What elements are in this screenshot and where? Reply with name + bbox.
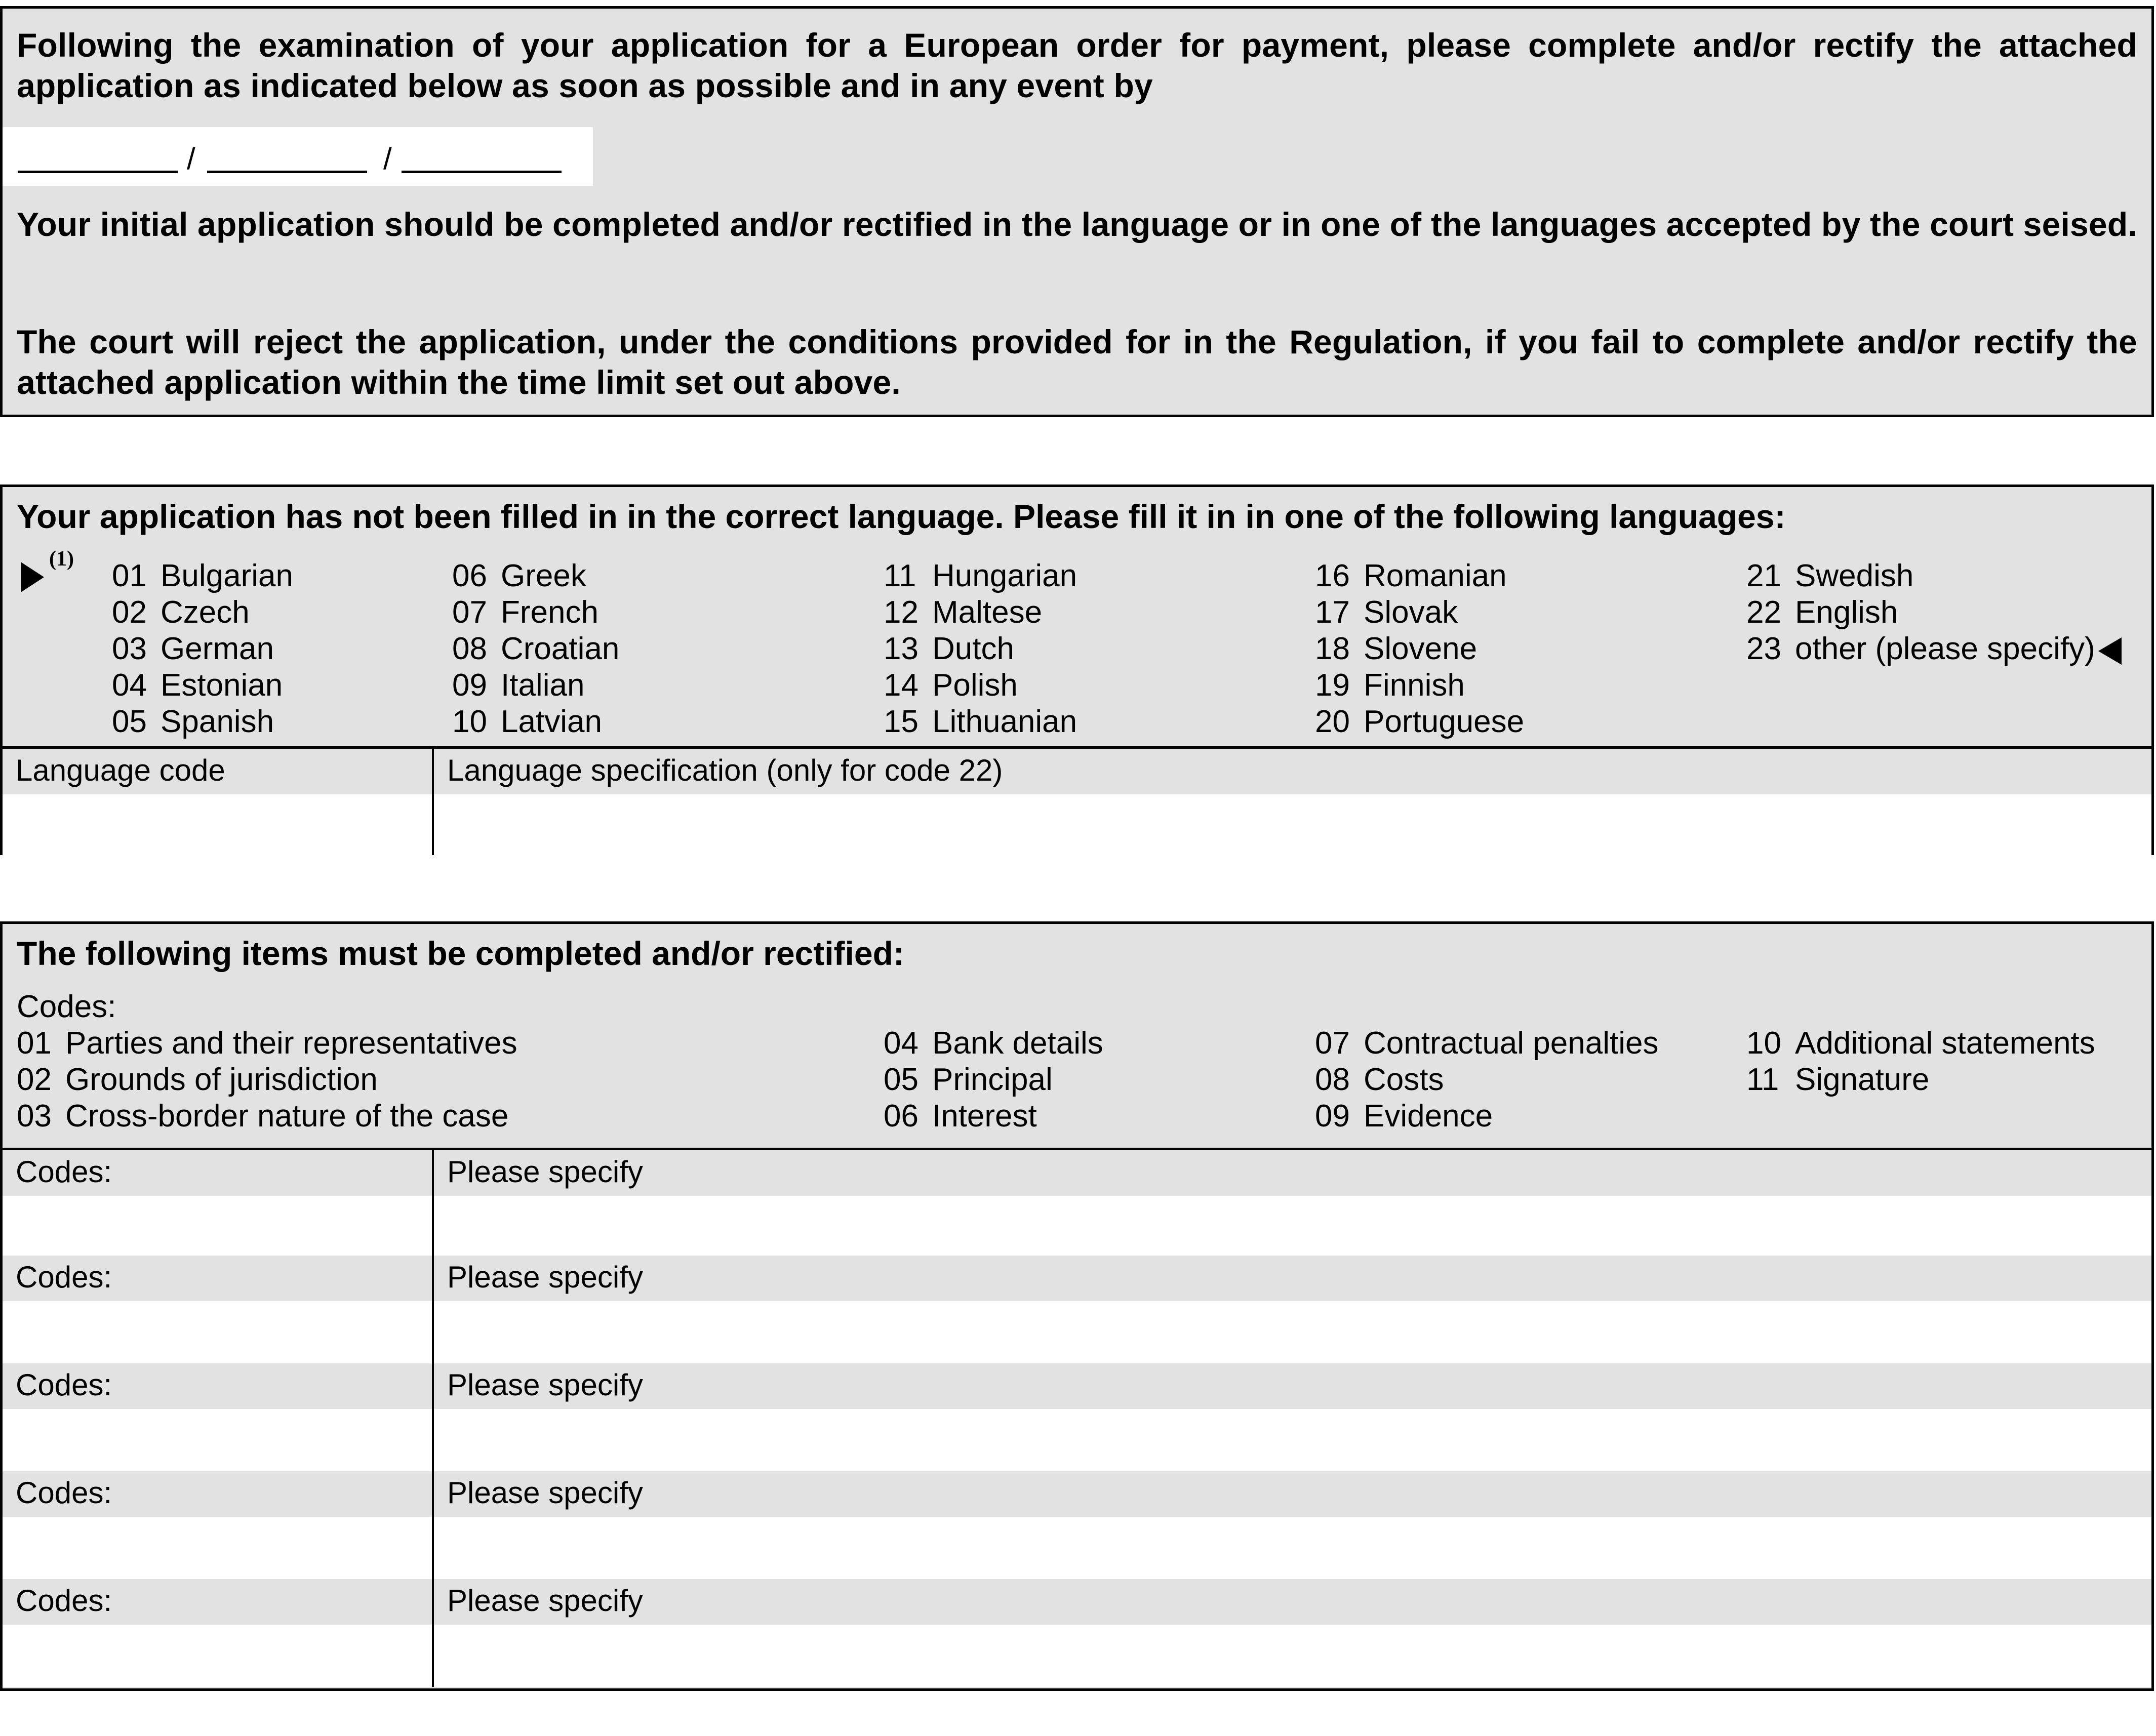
footnote-marker: (1) [49,547,74,571]
language-name: English [1795,595,1898,630]
code-label: Bank details [932,1026,1103,1061]
date-year-input[interactable] [402,171,562,173]
code-label: Costs [1364,1062,1444,1097]
language-option-09 [452,667,584,704]
language-name: Maltese [932,595,1043,630]
code-number: 04 [884,1026,919,1061]
language-name: Croatian [501,631,620,666]
code-legend-item-10 [1746,1025,2095,1062]
deadline-date-field[interactable] [3,127,593,186]
language-option-23 [1746,631,2122,667]
code-legend-item-02 [17,1062,378,1098]
language-code: 05 [112,704,147,739]
language-name: Italian [501,668,585,703]
date-day-input[interactable] [18,171,178,173]
code-label: Additional statements [1795,1026,2095,1061]
language-option-16 [1315,558,1507,594]
code-label: Signature [1795,1062,1930,1097]
language-name: Romanian [1364,558,1507,593]
code-label: Evidence [1364,1099,1493,1134]
language-code: 22 [1746,595,1781,630]
please-specify-input[interactable] [434,1409,2151,1471]
codes-label: Codes: [3,1363,432,1409]
language-code: 16 [1315,558,1350,593]
language-option-17 [1315,594,1458,631]
codes-input[interactable] [3,1409,432,1471]
language-spec-input[interactable] [434,794,2151,855]
codes-label: Codes: [3,1579,432,1625]
language-heading: Your application has not been filled in in the correct language. Please fill it in in one of the following languages: [17,498,1786,535]
please-specify-label: Please specify [434,1150,2151,1196]
language-name: Latvian [501,704,602,739]
language-name: Czech [161,595,250,630]
item-row [3,1471,2151,1579]
please-specify-label: Please specify [434,1363,2151,1409]
language-note-text: Your initial application should be completed and/or rectified in the language or in one of the languages accepted by the court seised. [17,206,2137,243]
language-code: 07 [452,595,487,630]
codes-label: Codes: [3,1471,432,1517]
code-number: 06 [884,1099,919,1134]
date-separator: / [383,142,392,176]
code-number: 09 [1315,1099,1350,1134]
code-legend-item-05 [884,1062,1053,1098]
code-legend-item-07 [1315,1025,1658,1062]
language-option-11 [884,558,1077,594]
language-name: Dutch [932,631,1014,666]
item-row [3,1148,2151,1258]
code-legend-item-09 [1315,1098,1493,1135]
language-name: Bulgarian [161,558,293,593]
rejection-warning-text: The court will reject the application, under the conditions provided for in the Regulation, if you fail to complete and/or rectify the attached application within the time limit set out above. [17,323,2137,401]
language-option-21 [1746,558,1913,594]
language-name: French [501,595,598,630]
please-specify-input[interactable] [434,1301,2151,1363]
language-option-12 [884,594,1042,631]
code-legend-item-08 [1315,1062,1444,1098]
code-number: 01 [17,1026,52,1061]
language-option-15 [884,704,1077,740]
language-option-22 [1746,594,1898,631]
code-number: 03 [17,1099,52,1134]
language-name: Finnish [1364,668,1465,703]
language-code: 08 [452,631,487,666]
item-row [3,1363,2151,1471]
language-name: Greek [501,558,586,593]
language-code: 23 [1746,631,1781,666]
code-label: Contractual penalties [1364,1026,1659,1061]
language-name: Estonian [161,668,283,703]
codes-label: Codes: [3,1150,432,1196]
item-row [3,1256,2151,1363]
language-code: 21 [1746,558,1781,593]
date-separator: / [187,142,195,176]
codes-input[interactable] [3,1517,432,1579]
language-name: Hungarian [932,558,1077,593]
language-fields-row [3,746,2151,855]
language-code: 11 [884,558,916,593]
language-option-20 [1315,704,1524,740]
language-name: other (please specify) [1795,631,2095,666]
language-name: Swedish [1795,558,1914,593]
language-name: Spanish [161,704,274,739]
code-label: Grounds of jurisdiction [65,1062,378,1097]
codes-input[interactable] [3,1301,432,1363]
language-code: 15 [884,704,919,739]
language-option-08 [452,631,619,667]
code-label: Principal [932,1062,1053,1097]
language-name: Slovene [1364,631,1478,666]
language-code: 14 [884,668,919,703]
language-code: 19 [1315,668,1350,703]
code-legend-item-03 [17,1098,508,1135]
codes-legend-label: Codes: [17,989,116,1024]
code-legend-item-01 [17,1025,517,1062]
code-legend-item-04 [884,1025,1103,1062]
code-label: Parties and their representatives [65,1026,517,1061]
language-name: German [161,631,274,666]
language-option-13 [884,631,1014,667]
language-option-19 [1315,667,1465,704]
code-label: Cross-border nature of the case [65,1099,509,1134]
language-code: 18 [1315,631,1350,666]
codes-input[interactable] [3,1625,432,1687]
language-option-03 [112,631,274,667]
language-code: 09 [452,668,487,703]
language-code: 06 [452,558,487,593]
language-option-05 [112,704,274,740]
language-code-input[interactable] [3,794,432,855]
language-option-04 [112,667,283,704]
language-option-18 [1315,631,1477,667]
please-specify-label: Please specify [434,1579,2151,1625]
language-name: Polish [932,668,1018,703]
language-name: Lithuanian [932,704,1077,739]
language-spec-label: Language specification (only for code 22) [434,749,2151,794]
please-specify-input[interactable] [434,1517,2151,1579]
language-option-02 [112,594,250,631]
language-code: 10 [452,704,487,739]
item-row [3,1579,2151,1687]
language-code-label: Language code [3,749,432,794]
please-specify-label: Please specify [434,1256,2151,1301]
items-heading: The following items must be completed and/or rectified: [17,935,904,972]
language-option-07 [452,594,598,631]
language-code: 03 [112,631,147,666]
language-code: 04 [112,668,147,703]
rectification-notice-panel [0,6,2154,417]
code-legend-item-06 [884,1098,1037,1135]
codes-input[interactable] [3,1196,432,1258]
language-code: 13 [884,631,919,666]
codes-label: Codes: [3,1256,432,1301]
language-code: 12 [884,595,919,630]
please-specify-input[interactable] [434,1625,2151,1687]
code-number: 05 [884,1062,919,1097]
language-name: Slovak [1364,595,1458,630]
language-option-06 [452,558,586,594]
items-section [0,921,2154,1691]
language-code: 02 [112,595,147,630]
notice-intro-text: Following the examination of your application for a European order for payment, please complete and/or rectify the attached application as indicated below as soon as possible and in any event by [17,26,2137,104]
code-number: 07 [1315,1026,1350,1061]
date-month-input[interactable] [207,171,367,173]
arrow-right-icon [21,562,44,592]
language-code: 17 [1315,595,1350,630]
code-number: 11 [1746,1062,1779,1097]
language-section [0,485,2154,855]
code-number: 02 [17,1062,52,1097]
language-option-01 [112,558,293,594]
language-code: 01 [112,558,147,593]
code-number: 10 [1746,1026,1781,1061]
please-specify-label: Please specify [434,1471,2151,1517]
language-name: Portuguese [1364,704,1525,739]
code-label: Interest [932,1099,1037,1134]
arrow-left-icon [2098,637,2122,665]
code-number: 08 [1315,1062,1350,1097]
language-option-14 [884,667,1018,704]
language-code: 20 [1315,704,1350,739]
please-specify-input[interactable] [434,1196,2151,1258]
code-legend-item-11 [1746,1062,1929,1098]
language-option-10 [452,704,602,740]
